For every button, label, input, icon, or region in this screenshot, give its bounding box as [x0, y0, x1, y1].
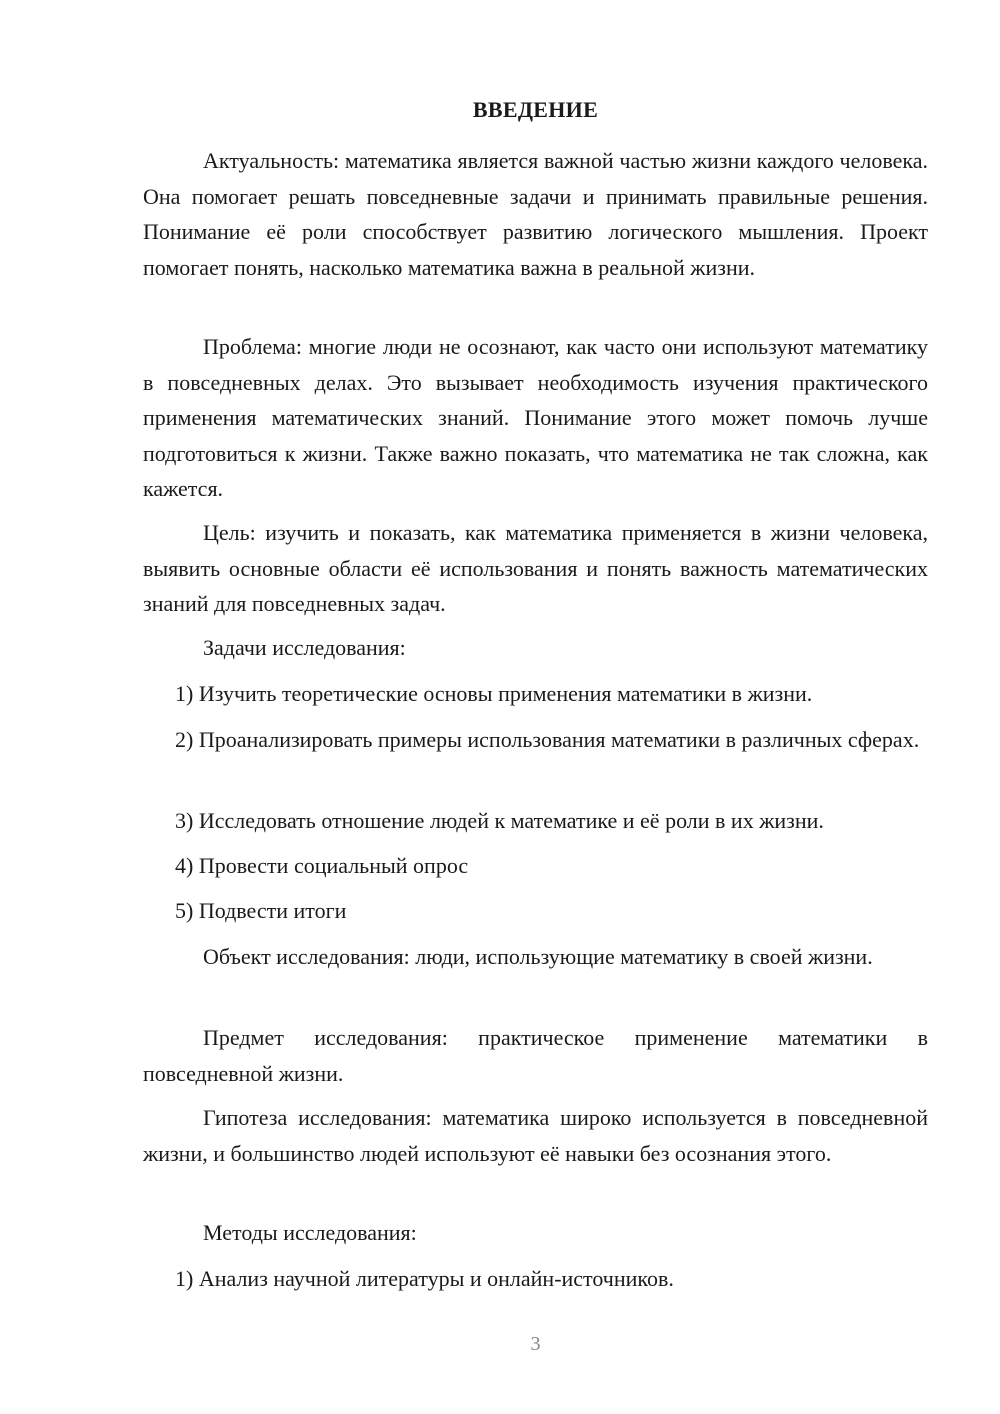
list-item-task-4: 4) Провести социальный опрос [175, 853, 469, 878]
list-item-task-5: 5) Подвести итоги [175, 898, 347, 923]
page-number: 3 [530, 1333, 541, 1355]
paragraph-problem: Проблема: многие люди не осознают, как часто они используют математику в повседневных делах. Это вызывает необходимость изучения практического применения математических знаний. Понимание этого может помочь лучше подготовиться к жизни. Также важно показать, что математика не так сложна, как кажется. [143, 334, 928, 501]
section-title: ВВЕДЕНИЕ [472, 97, 599, 122]
list-item-task-2: 2) Проанализировать примеры использования математики в различных сферах. [175, 727, 920, 752]
document-page [143, 0, 928, 1414]
list-item-task-1: 1) Изучить теоретические основы применения математики в жизни. [175, 681, 813, 706]
list-item-task-3: 3) Исследовать отношение людей к математике и её роли в их жизни. [175, 808, 824, 833]
paragraph-hypothesis: Гипотеза исследования: математика широко используется в повседневной жизни, и большинство людей используют её навыки без осознания этого. [143, 1105, 928, 1166]
paragraph-goal: Цель: изучить и показать, как математика применяется в жизни человека, выявить основные области её использования и понять важность математических знаний для повседневных задач. [143, 520, 928, 616]
paragraph-tasks-heading: Задачи исследования: [203, 635, 406, 660]
list-item-method-1: 1) Анализ научной литературы и онлайн-источников. [175, 1266, 674, 1291]
paragraph-methods-heading: Методы исследования: [203, 1220, 417, 1245]
paragraph-relevance: Актуальность: математика является важной частью жизни каждого человека. Она помогает решать повседневные задачи и принимать правильные решения. Понимание её роли способствует развитию логического мышления. Проект помогает понять, насколько математика важна в реальной жизни. [143, 148, 928, 280]
paragraph-subject: Предмет исследования: практическое применение математики в повседневной жизни. [143, 1025, 928, 1086]
paragraph-object: Объект исследования: люди, использующие математику в своей жизни. [203, 944, 873, 969]
